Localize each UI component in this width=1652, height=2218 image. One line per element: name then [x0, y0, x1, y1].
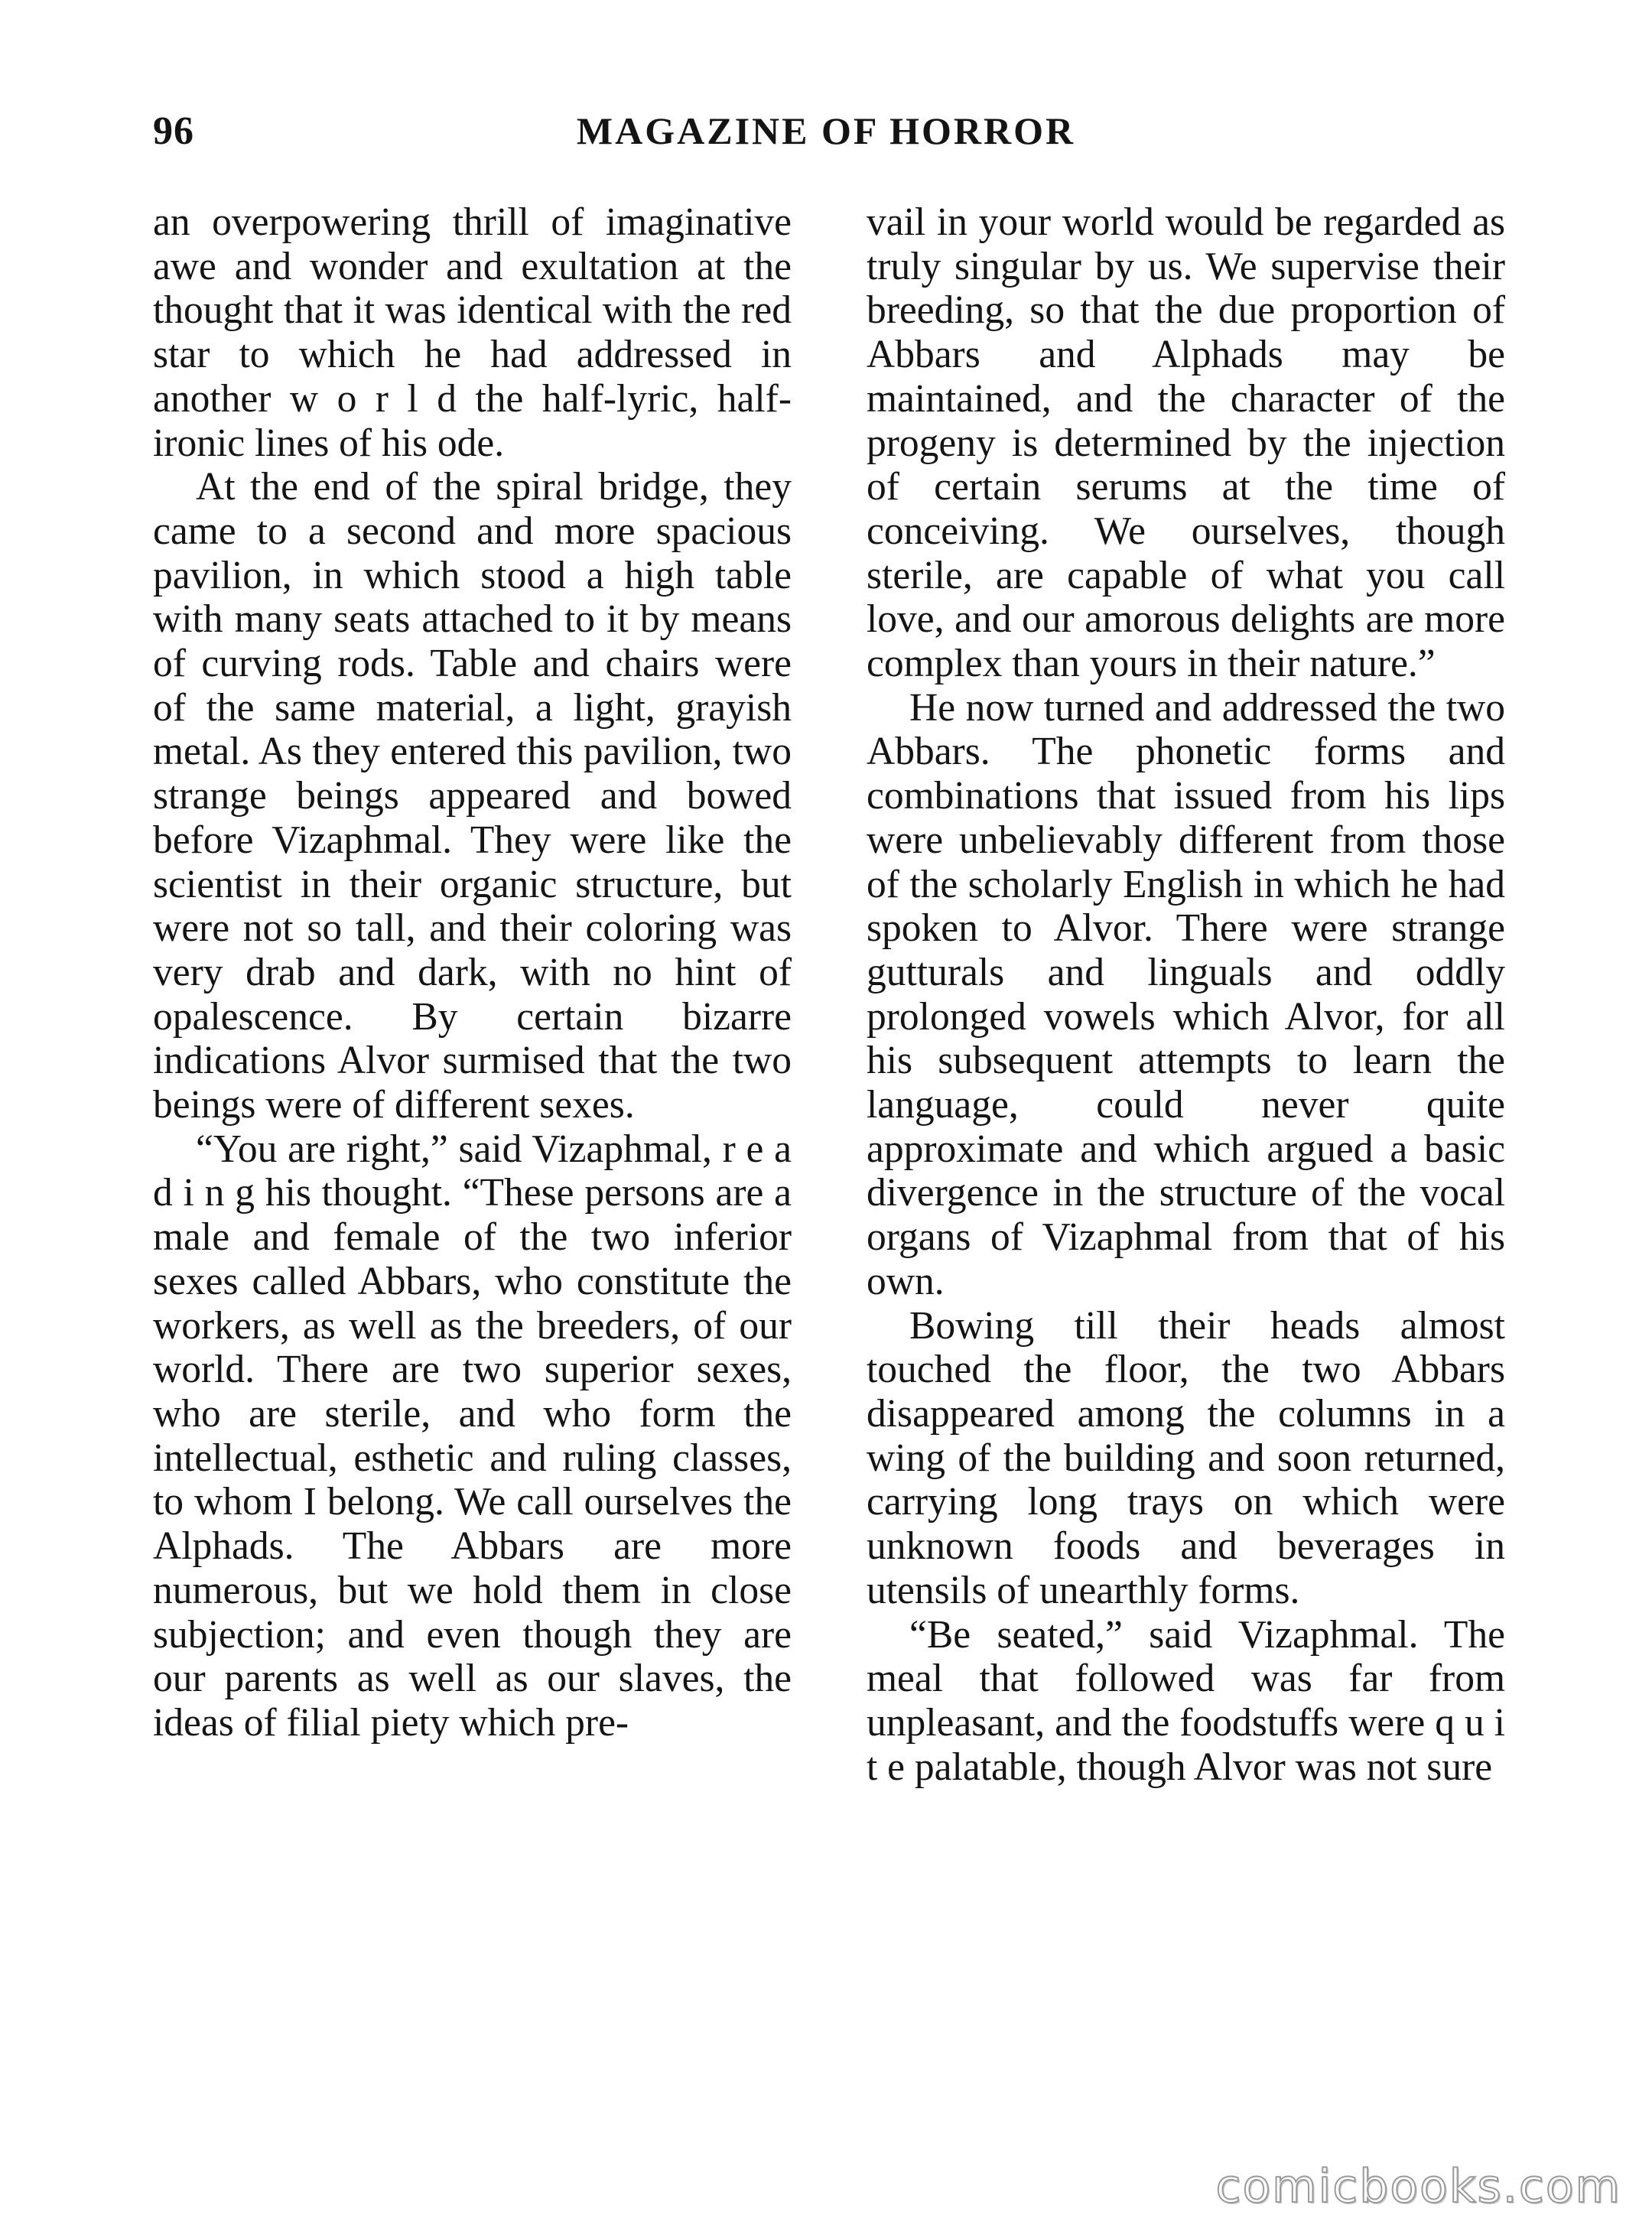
paragraph: “You are right,” said Vizaphmal, r e a d i n g his thought. “These persons are a male and female of the two inferior sexes called Abbars, who constitute the workers, as well as the breeders, of our world. There are two superior sexes, who are sterile, and who form the intellectual, esthetic and ruling classes, to whom I belong. We call ourselves the Alphads. The Abbars are more numerous, but we hold them in close subjection; and even though they are our parents as well as our slaves, the ideas of filial piety which pre- — [153, 1127, 792, 1745]
paragraph: an overpowering thrill of imaginative awe and wonder and exultation at the thought that it was identical with the red star to which he had addressed in another w o r l d the half-lyric, half-ironic lines of his ode. — [153, 200, 792, 465]
site-watermark: comicbooks.com — [1215, 2160, 1621, 2213]
running-title: MAGAZINE OF HORROR — [576, 109, 1076, 152]
left-text-column — [153, 200, 792, 1745]
page-number: 96 — [153, 109, 194, 153]
paragraph: Bowing till their heads almost touched the floor, the two Abbars disappeared among the columns in a wing of the building and soon returned, carrying long trays on which were unknown foods and beverages in utensils of unearthly forms. — [867, 1303, 1505, 1612]
page-header — [153, 109, 1499, 170]
paragraph: At the end of the spiral bridge, they came to a second and more spacious pavilion, in which stood a high table with many seats attached to it by means of curving rods. Table and chairs were of the same material, a light, grayish metal. As they entered this pavilion, two strange beings appeared and bowed before Vizaphmal. They were like the scientist in their organic structure, but were not so tall, and their coloring was very drab and dark, with no hint of opalescence. By certain bizarre indications Alvor surmised that the two beings were of different sexes. — [153, 465, 792, 1127]
paragraph: He now turned and addressed the two Abbars. The phonetic forms and combinations that issued from his lips were unbelievably different from those of the scholarly English in which he had spoken to Alvor. There were strange gutturals and linguals and oddly prolonged vowels which Alvor, for all his subsequent attempts to learn the language, could never quite approximate and which argued a basic divergence in the structure of the vocal organs of Vizaphmal from that of his own. — [867, 685, 1505, 1303]
paragraph: vail in your world would be regarded as truly singular by us. We supervise their breeding, so that the due proportion of Abbars and Alphads may be maintained, and the character of the progeny is determined by the injection of certain serums at the time of conceiving. We ourselves, though sterile, are capable of what you call love, and our amorous delights are more complex than yours in their nature.” — [867, 200, 1505, 686]
right-text-column — [867, 200, 1505, 1789]
paragraph: “Be seated,” said Vizaphmal. The meal that followed was far from unpleasant, and the foodstuffs were q u i t e palatable, though Alvor was not sure — [867, 1612, 1505, 1789]
